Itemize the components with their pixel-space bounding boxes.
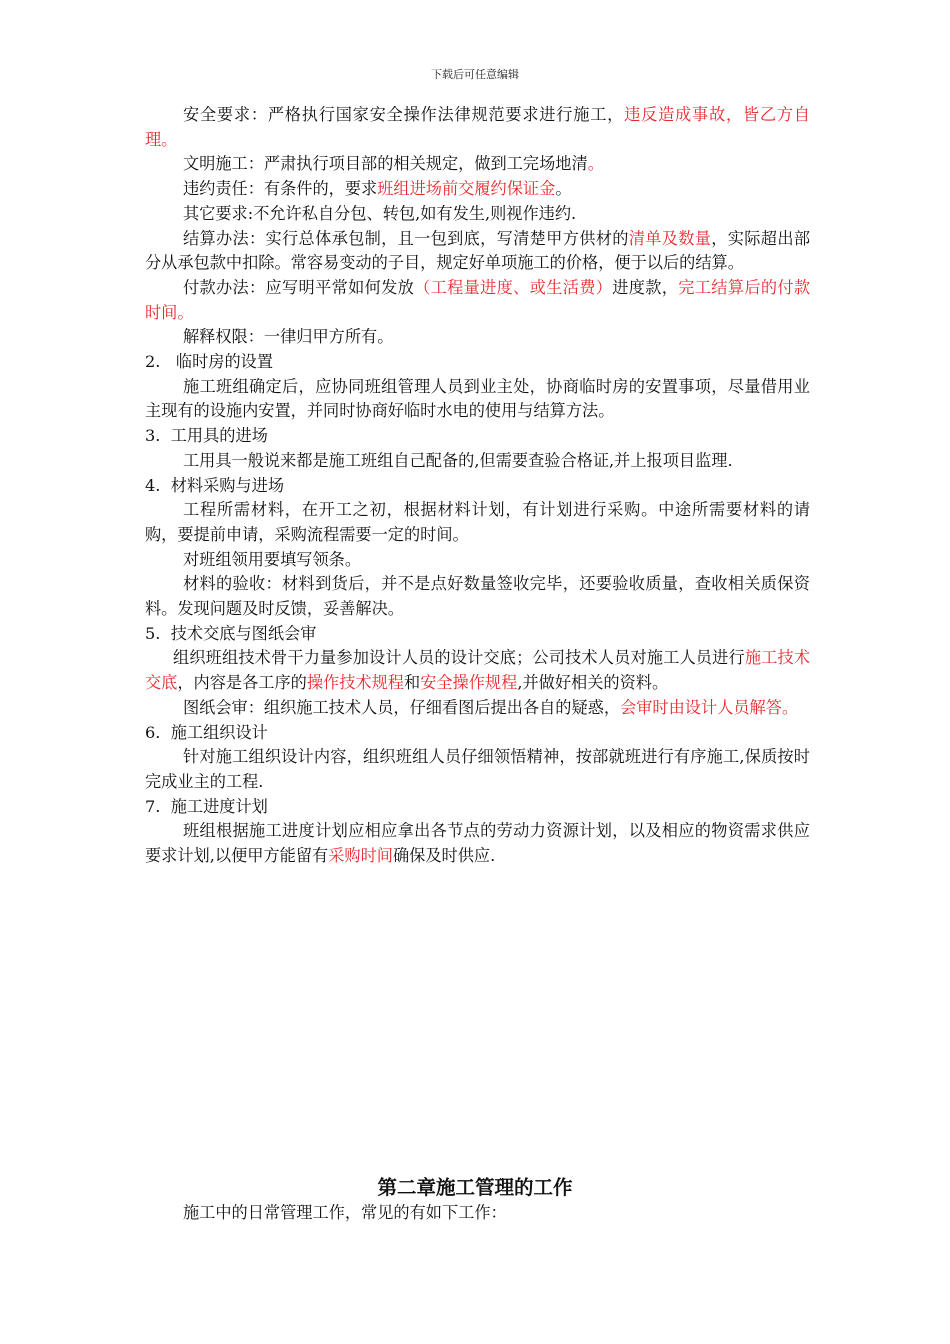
pay-paragraph: [145, 276, 810, 325]
highlight-run: 违反造成事故，皆乙方自理。: [145, 105, 810, 149]
text-run: 图纸会审：组织施工技术人员，仔细看图后提出各自的疑惑，: [183, 697, 621, 717]
highlight-run: 班组进场前交履约保证金: [377, 179, 556, 199]
section-heading-3: 3. 工用具的进场: [145, 426, 268, 446]
text-run: 确保及时供应.: [392, 846, 496, 866]
highlight-run: 完工结算后的付款时间: [145, 277, 811, 322]
highlight-run: 施工技术交底: [145, 648, 811, 693]
text-run: ，内容是各工序的: [177, 673, 307, 693]
text-run: 工程所需材料，在开工之初，根据材料计划，有计划进行采购。中途所需要材料的请购，要提前申请，采购流程需要一定的时间。: [145, 500, 810, 544]
other-paragraph: [145, 202, 810, 227]
materials-paragraph-2: [145, 548, 810, 573]
explain-paragraph: [145, 325, 810, 350]
text-run: 施工班组确定后，应协同班组管理人员到业主处，协商临时房的安置事项，尽量借用业主现有的设施内安置，并同时协商好临时水电的使用与结算方法。: [145, 376, 810, 421]
text-run: 文明施工：严肃执行项目部的相关规定，做到工完场地清: [183, 154, 588, 174]
highlight-run: 会审时由设计人员解答。: [620, 697, 799, 717]
section-heading-7: 7. 施工进度计划: [145, 796, 268, 816]
highlight-run: 采购时间: [328, 846, 393, 866]
section-heading-2: 2. 临时房的设置: [145, 352, 274, 372]
materials-paragraph-1: [145, 498, 810, 547]
org-design-paragraph: [145, 745, 810, 794]
text-run: 进度款，: [612, 277, 679, 297]
chapter-title: 第二章施工管理的工作: [377, 1176, 573, 1199]
schedule-paragraph: [145, 819, 810, 868]
text-run: 解释权限：一律归甲方所有。: [183, 327, 394, 347]
text-run: ，实际超出部分从承包款中扣除。常容易变动的子目，规定好单项施工的价格，便于以后的结算。: [145, 228, 811, 273]
highlight-run: 安全操作规程: [420, 673, 518, 693]
temp-housing-paragraph: [145, 375, 810, 424]
text-run: 工用具一般说来都是施工班组自己配备的,但需要查验合格证,并上报项目监理.: [183, 450, 733, 470]
text-run: ,并做好相关的资料。: [517, 673, 669, 693]
section-heading-4: 4. 材料采购与进场: [145, 475, 285, 495]
materials-paragraph-3: [145, 572, 810, 621]
text-run: 材料的验收：材料到货后，并不是点好数量签收完毕，还要验收质量，查收相关质保资料。发现问题及时反馈，妥善解决。: [145, 574, 810, 619]
text-run: 结算办法：实行总体承包制，且一包到底，写清楚甲方供材的: [183, 228, 629, 248]
text-run: 付款办法：应写明平常如何发放: [183, 277, 415, 297]
breach-paragraph: [145, 177, 810, 202]
highlight-run: （工程量进度、或生活费）: [414, 277, 613, 297]
text-run: 对班组领用要填写领条。: [183, 549, 362, 569]
settle-paragraph: [145, 227, 810, 276]
text-run: 班组根据施工进度计划应相应拿出各节点的劳动力资源计划，以及相应的物资需求供应要求计划,以便甲方能留有: [145, 821, 810, 866]
safety-paragraph: [145, 103, 810, 152]
text-run: 其它要求:不允许私自分包、转包,如有发生,则视作违约.: [183, 203, 577, 223]
tools-paragraph: [145, 449, 810, 474]
text-run: 组织班组技术骨干力量参加设计人员的设计交底；公司技术人员对施工人员进行: [173, 648, 745, 668]
chapter-intro: 施工中的日常管理工作，常见的有如下工作：: [183, 1203, 507, 1222]
civil-paragraph: [145, 152, 810, 177]
text-run: 违约责任：有条件的，要求: [183, 179, 378, 199]
text-run: 针对施工组织设计内容，组织班组人员仔细领悟精神，按部就班进行有序施工,保质按时完成业主的工程.: [145, 747, 810, 791]
text-run: 。: [555, 179, 572, 199]
highlight-run: 清单及数量: [628, 228, 712, 248]
text-run: 安全要求：严格执行国家安全操作法律规范要求进行施工，: [183, 105, 625, 124]
section-heading-5: 5. 技术交底与图纸会审: [145, 623, 317, 643]
highlight-run: 操作技术规程: [306, 673, 404, 693]
highlight-run: 。: [587, 154, 604, 174]
text-run: 和: [404, 673, 421, 693]
page-header: 下载后可任意编辑: [431, 68, 519, 81]
highlight-run: 。: [177, 302, 194, 322]
tech-disclosure-paragraph: [145, 646, 810, 695]
document-body: [145, 103, 810, 869]
section-heading-6: 6. 施工组织设计: [145, 722, 268, 742]
drawing-review-paragraph: [145, 696, 810, 721]
